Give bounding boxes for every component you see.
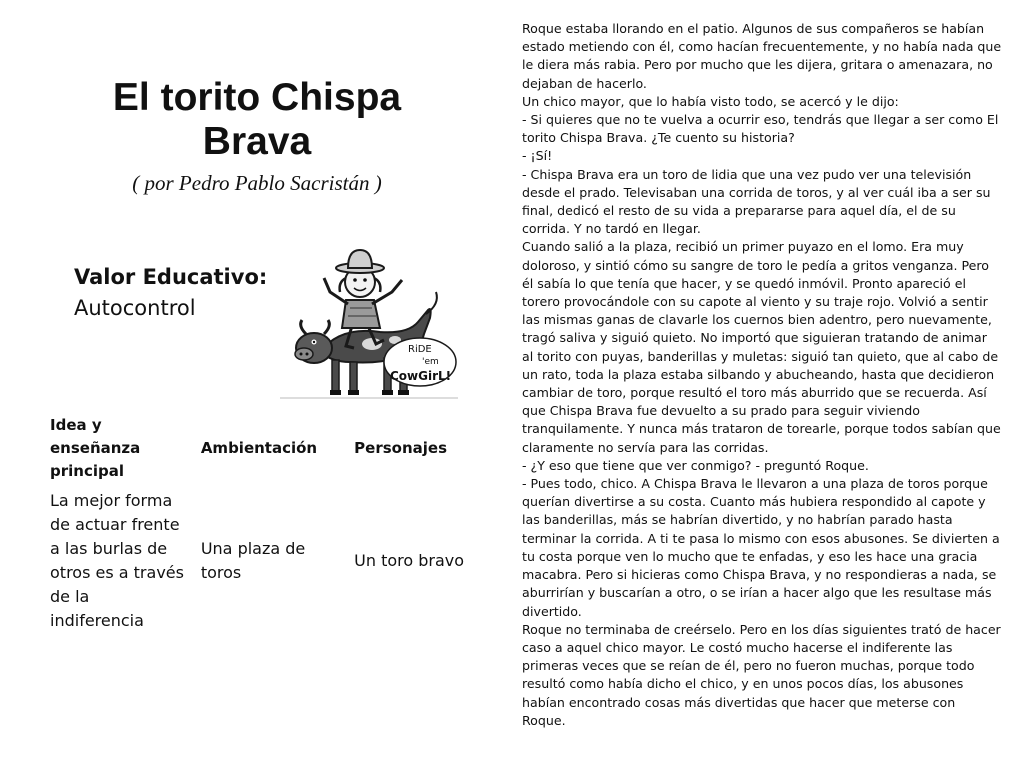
illustration-caption-1: RiDE [408, 344, 432, 355]
story-paragraph: Un chico mayor, que lo había visto todo, se acercó y le dijo: [522, 93, 899, 109]
table-cell-idea: La mejor forma de actuar frente a las burlas de otros es a través de la indiferencia [50, 491, 184, 630]
table-header-row [42, 412, 488, 485]
story-summary-table [42, 412, 488, 637]
story-text [522, 20, 1002, 730]
story-title: El torito Chispa Brava [112, 76, 402, 163]
educational-value-text: Autocontrol [74, 296, 196, 320]
story-paragraph: Cuando salió a la plaza, recibió un primer puyazo en el lomo. Era muy doloroso, y sintió cómo su sangre de toro le pedía a gritos venganza. Pero él sabía lo que tenía que hacer, y se quedó inmóvil. Pronto apareció el torero provocándole con su capote al viento y su traje rojo. Volvió a sentir las mismas ganas de clavarle los cuernos bien adentro, pero nuevamente, tragó saliva y siguió quieto. No importó que siguieran tratando de animar al torito con puyas, banderillas y muletas: siguió tan quieto, que al cabo de un rato, toda la plaza estaba silbando y abucheando, hasta que decidieron cambiar de toro, porque resultó el toro más aburrido que se recuerda. Así que Chispa Brava fue devuelto a su prado para seguir viviendo tranquilamente. Y nunca más trataron de torearle, porque todos sabían que claramente no servía para las corridas. [522, 239, 1001, 455]
table-header-setting: Ambientación [200, 439, 318, 457]
table-cell-characters: Un toro bravo [354, 551, 465, 570]
story-paragraph: Roque estaba llorando en el patio. Algunos de sus compañeros se habían estado metiendo con él, como hacían frecuentemente, y no había nada que le diera más rabia. Pero por mucho que les dijera, gritara o amenazara, no dejaban de hacerlo. [522, 21, 1002, 91]
illustration-caption-2: 'em [422, 357, 439, 367]
table-header-characters: Personajes [354, 439, 447, 457]
story-paragraph: - Pues todo, chico. A Chispa Brava le llevaron a una plaza de toros porque querían divertirse a su costa. Cuanto más hubiera respondido al capote y las banderillas, más se habrían divertido, y no habrían parado hasta terminar la corrida. A ti te pasa lo mismo con esos abusones. Se divierten a tu costa porque ven lo mucho que te enfadas, y eso les hace una gracia macabra. Pero si hicieras como Chispa Brava, y no respondieras a nada, se aburrirían y buscarían a otro, o se irían a hacer algo que les resultase más divertido. [522, 476, 1000, 619]
story-author: ( por Pedro Pablo Sacristán ) [132, 171, 382, 195]
story-paragraph: - ¡Sí! [522, 148, 553, 164]
table-cell-setting: Una plaza de toros [200, 539, 306, 582]
illustration-caption-3: CowGirL! [390, 369, 452, 383]
cowgirl-illustration [280, 234, 458, 402]
story-paragraph: - ¿Y eso que tiene que ver conmigo? - preguntó Roque. [522, 457, 869, 473]
table-row [42, 485, 488, 637]
educational-value-heading: Valor Educativo: [74, 265, 268, 289]
table-header-idea: Idea y enseñanza principal [50, 416, 141, 480]
cowgirl-on-bull-icon [280, 234, 458, 402]
story-paragraph: - Si quieres que no te vuelva a ocurrir eso, tendrás que llegar a ser como El torito Chispa Brava. ¿Te cuento su historia? [522, 112, 999, 146]
story-paragraph: - Chispa Brava era un toro de lidia que una vez pudo ver una televisión desde el prado. Televisaban una corrida de toros, y al ver cuál iba a ser su final, dedicó el resto de su vida a prepararse para aquel día, el de su corrida. Y no tardó en llegar. [522, 166, 991, 237]
story-paragraph: Roque no terminaba de creérselo. Pero en los días siguientes trató de hacer caso a aquel chico mayor. Le costó mucho hacerse el indiferente las primeras veces que se reían de él, pero no fueron muchas, porque todo resultó como había dicho el chico, y en unos pocos días, los abusones habían encontrado cosas más divertidas que hacer que meterse con Roque. [522, 621, 1001, 728]
educational-value [74, 262, 284, 324]
